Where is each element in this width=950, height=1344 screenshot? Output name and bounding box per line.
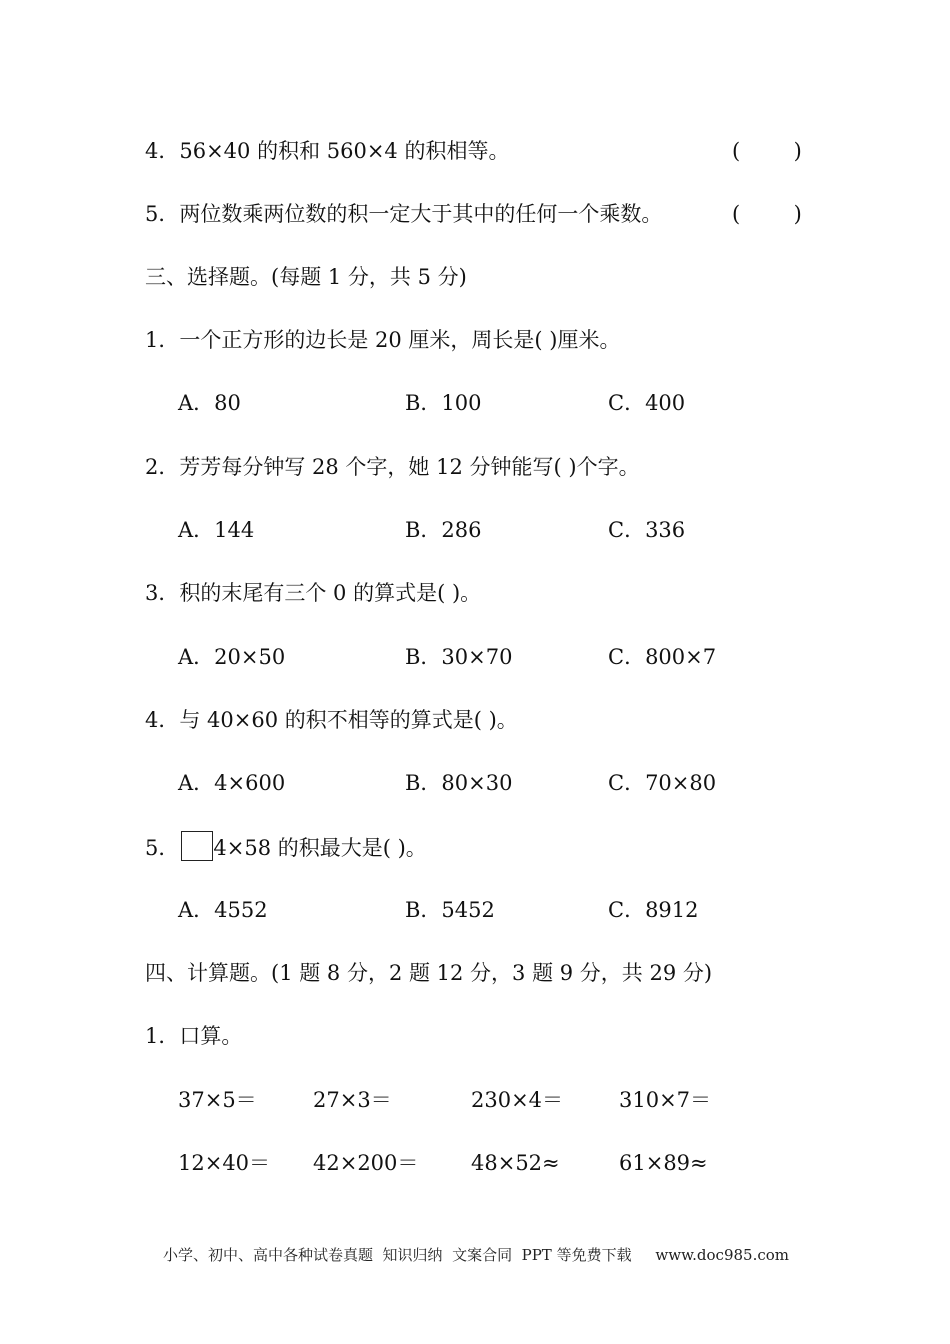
- choice-q2-option-a[interactable]: A．144: [178, 518, 255, 542]
- choice-q2-option-c[interactable]: C．336: [608, 518, 686, 542]
- judge-answer-blank-5[interactable]: ( ): [732, 202, 802, 226]
- choice-question-2: 2．芳芳每分钟写 28 个字，她 12 分钟能写( )个字。: [145, 455, 640, 479]
- choice-q5-option-c[interactable]: C．8912: [608, 898, 699, 922]
- blank-digit-box[interactable]: [181, 831, 213, 861]
- choice-q2-option-b[interactable]: B．286: [405, 518, 482, 542]
- section-heading-choice: 三、选择题。(每题 1 分，共 5 分): [145, 265, 467, 289]
- choice-q4-option-a[interactable]: A．4×600: [178, 771, 286, 795]
- calc-item: 48×52≈: [471, 1151, 560, 1175]
- choice-question-4: 4．与 40×60 的积不相等的算式是( )。: [145, 708, 518, 732]
- choice-q1-option-a[interactable]: A．80: [178, 391, 241, 415]
- choice-question-3: 3．积的末尾有三个 0 的算式是( )。: [145, 581, 482, 605]
- judge-answer-blank-4[interactable]: ( ): [732, 139, 802, 163]
- calc-item: 61×89≈: [619, 1151, 708, 1175]
- calc-item: 310×7＝: [619, 1088, 712, 1112]
- page-footer: 小学、初中、高中各种试卷真题 知识归纳 文案合同 PPT 等免费下载 www.doc985.com: [163, 1246, 790, 1264]
- choice-q5-suffix: 4×58 的积最大是( )。: [213, 836, 427, 860]
- choice-q5-option-a[interactable]: A．4552: [178, 898, 268, 922]
- choice-q3-option-a[interactable]: A．20×50: [178, 645, 286, 669]
- judge-question-5: 5．两位数乘两位数的积一定大于其中的任何一个乘数。: [145, 202, 663, 226]
- choice-q3-option-c[interactable]: C．800×7: [608, 645, 717, 669]
- calc-item: 42×200＝: [313, 1151, 419, 1175]
- choice-q5-prefix: 5．: [145, 836, 180, 860]
- choice-q1-option-b[interactable]: B．100: [405, 391, 482, 415]
- calc-item: 230×4＝: [471, 1088, 564, 1112]
- judge-question-4: 4．56×40 的积和 560×4 的积相等。: [145, 139, 510, 163]
- choice-q5-option-b[interactable]: B．5452: [405, 898, 495, 922]
- choice-q1-option-c[interactable]: C．400: [608, 391, 686, 415]
- choice-question-1: 1．一个正方形的边长是 20 厘米，周长是( )厘米。: [145, 328, 621, 352]
- choice-question-5: [145, 831, 427, 863]
- choice-q4-option-b[interactable]: B．80×30: [405, 771, 513, 795]
- choice-q4-option-c[interactable]: C．70×80: [608, 771, 717, 795]
- calc-question-1-title: 1．口算。: [145, 1024, 243, 1048]
- choice-q3-option-b[interactable]: B．30×70: [405, 645, 513, 669]
- section-heading-calc: 四、计算题。(1 题 8 分，2 题 12 分，3 题 9 分，共 29 分): [145, 961, 713, 985]
- calc-item: 37×5＝: [178, 1088, 257, 1112]
- calc-item: 27×3＝: [313, 1088, 392, 1112]
- calc-item: 12×40＝: [178, 1151, 271, 1175]
